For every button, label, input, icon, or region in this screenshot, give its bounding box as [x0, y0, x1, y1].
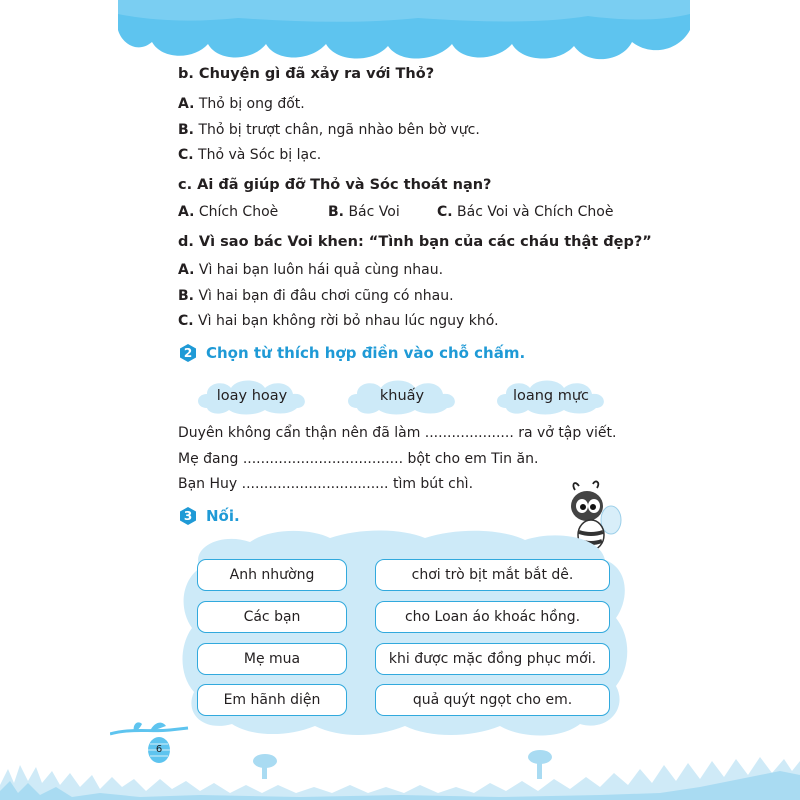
fill-sentence: Mẹ đang .................................... bột cho em Tin ăn. — [178, 451, 539, 467]
word-option: loang mực — [492, 376, 610, 416]
page-number: 6 — [155, 744, 163, 755]
answer-c-b: B. Bác Voi — [328, 204, 400, 220]
question-c: c. Ai đã giúp đỡ Thỏ và Sóc thoát nạn? — [178, 177, 492, 193]
match-left-item[interactable]: Em hãnh diện — [197, 684, 347, 716]
match-left-item[interactable]: Các bạn — [197, 601, 347, 633]
match-right-item[interactable]: quả quýt ngọt cho em. — [375, 684, 610, 716]
answer-b-a: A. Thỏ bị ong đốt. — [178, 96, 305, 112]
section-number-badge: 2 — [178, 343, 198, 363]
word-option: loay hoay — [193, 376, 311, 416]
answer-d-b: B. Vì hai bạn đi đâu chơi cũng có nhau. — [178, 288, 454, 304]
answer-b-c: C. Thỏ và Sóc bị lạc. — [178, 147, 322, 163]
section-3-heading — [178, 506, 240, 526]
section-2-heading — [178, 343, 525, 363]
fill-sentence: Duyên không cẩn thận nên đã làm .................... ra vở tập viết. — [178, 425, 617, 441]
section-number-badge: 3 — [178, 506, 198, 526]
question-d: d. Vì sao bác Voi khen: “Tình bạn của các cháu thật đẹp?” — [178, 234, 652, 250]
word-option: khuấy — [343, 376, 461, 416]
fill-sentence: Bạn Huy ................................. tìm bút chì. — [178, 476, 474, 492]
answer-b-b: B. Thỏ bị trượt chân, ngã nhào bên bờ vực. — [178, 122, 480, 138]
branch-hive-decoration — [110, 718, 190, 768]
match-left-item[interactable]: Mẹ mua — [197, 643, 347, 675]
answer-c-c: C. Bác Voi và Chích Choè — [437, 204, 614, 220]
answer-d-a: A. Vì hai bạn luôn hái quả cùng nhau. — [178, 262, 444, 278]
answer-d-c: C. Vì hai bạn không rời bỏ nhau lúc nguy khó. — [178, 313, 499, 329]
match-right-item[interactable]: cho Loan áo khoác hồng. — [375, 601, 610, 633]
match-right-item[interactable]: khi được mặc đồng phục mới. — [375, 643, 610, 675]
top-cloud-decoration — [118, 0, 690, 70]
answer-c-a: A. Chích Choè — [178, 204, 279, 220]
match-left-item[interactable]: Anh nhường — [197, 559, 347, 591]
question-b: b. Chuyện gì đã xảy ra với Thỏ? — [178, 66, 435, 82]
section-2-title: Chọn từ thích hợp điền vào chỗ chấm. — [206, 344, 526, 362]
match-right-item[interactable]: chơi trò bịt mắt bắt dê. — [375, 559, 610, 591]
section-3-title: Nối. — [206, 507, 240, 525]
